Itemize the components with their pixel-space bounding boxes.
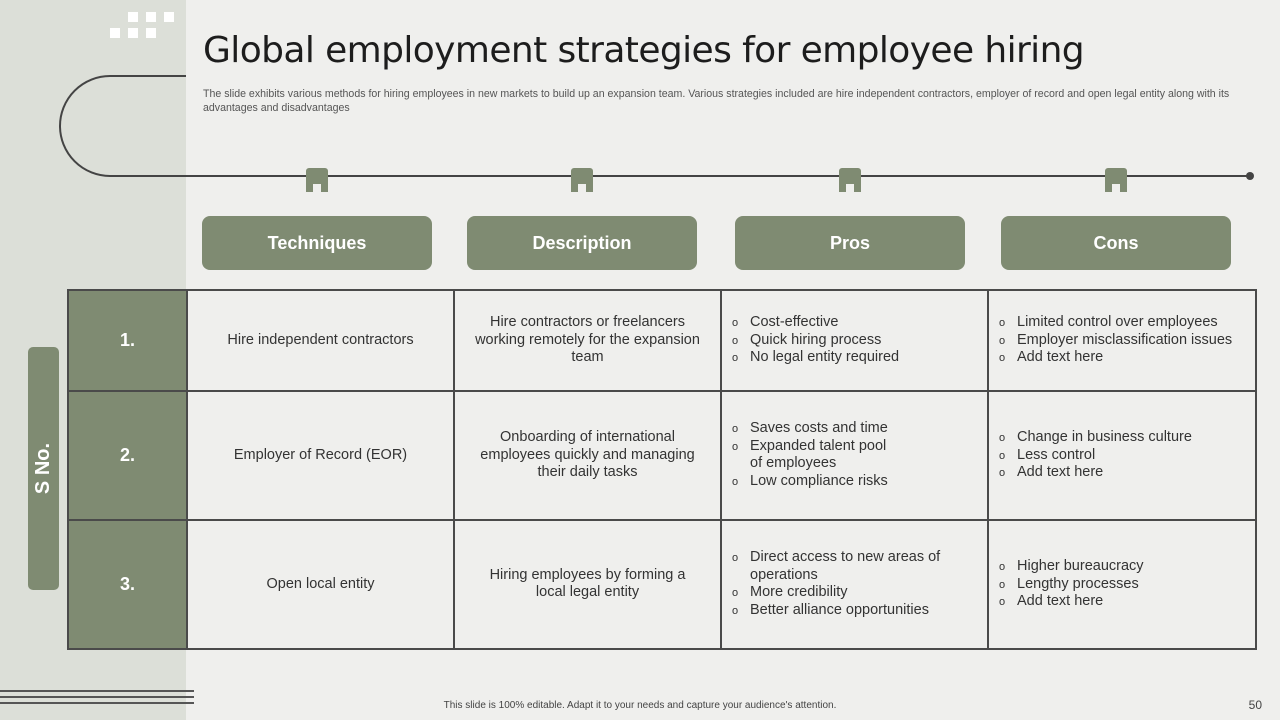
list-item: o Higher bureaucracy <box>999 558 1144 576</box>
list-item: o Add text here <box>999 593 1144 611</box>
table-row <box>68 391 1256 520</box>
cons-cell <box>988 391 1256 520</box>
row-number: 1. <box>68 290 187 391</box>
page-subtitle: The slide exhibits various methods for hiring employees in new markets to build up an expansion team. Various strategies included are hire independent contractors, employer of record and open legal entity along with its advantages and disadvantages <box>203 88 1230 114</box>
header-techniques: Techniques <box>202 216 432 270</box>
list-item: o Less control <box>999 447 1192 465</box>
list-item: o More credibility <box>732 584 962 602</box>
list-item: o Quick hiring process <box>732 332 899 350</box>
header-description: Description <box>467 216 697 270</box>
pros-list <box>732 549 962 619</box>
timeline-connector <box>571 168 593 192</box>
row-number: 2. <box>68 391 187 520</box>
technique-cell: Employer of Record (EOR) <box>187 391 454 520</box>
header-pros: Pros <box>735 216 965 270</box>
list-item: o Lengthy processes <box>999 576 1144 594</box>
page-title: Global employment strategies for employee hiring <box>203 30 1085 71</box>
list-item: o Add text here <box>999 349 1232 367</box>
cons-list <box>999 429 1192 482</box>
pros-list <box>732 314 899 367</box>
list-item: o Limited control over employees <box>999 314 1232 332</box>
list-item: o No legal entity required <box>732 349 899 367</box>
cons-cell <box>988 290 1256 391</box>
pros-cell <box>721 520 988 649</box>
cons-cell <box>988 520 1256 649</box>
table-row <box>68 520 1256 649</box>
description-cell: Hiring employees by forming a local legal entity <box>454 520 721 649</box>
cons-list <box>999 314 1232 367</box>
serial-number-text: S No. <box>32 442 54 495</box>
serial-number-label <box>28 347 59 590</box>
cons-list <box>999 558 1144 611</box>
pros-list <box>732 420 902 490</box>
list-item: o Low compliance risks <box>732 473 902 491</box>
description-cell: Onboarding of international employees quickly and managing their daily tasks <box>454 391 721 520</box>
timeline-end-dot <box>1246 172 1254 180</box>
timeline-connector <box>1105 168 1127 192</box>
list-item: o Expanded talent pool of employees <box>732 438 902 473</box>
technique-cell: Open local entity <box>187 520 454 649</box>
pros-cell <box>721 290 988 391</box>
pros-cell <box>721 391 988 520</box>
timeline-connector <box>306 168 328 192</box>
list-item: o Add text here <box>999 464 1192 482</box>
row-number: 3. <box>68 520 187 649</box>
header-cons: Cons <box>1001 216 1231 270</box>
footer-note: This slide is 100% editable. Adapt it to your needs and capture your audience's attention. <box>443 700 837 711</box>
list-item: o Employer misclassification issues <box>999 332 1232 350</box>
timeline-connector <box>839 168 861 192</box>
table-row <box>68 290 1256 391</box>
technique-cell: Hire independent contractors <box>187 290 454 391</box>
list-item: o Change in business culture <box>999 429 1192 447</box>
strategies-table <box>67 289 1257 650</box>
list-item: o Direct access to new areas of operations <box>732 549 962 584</box>
list-item: o Saves costs and time <box>732 420 902 438</box>
page-number: 50 <box>1248 698 1262 712</box>
list-item: o Cost-effective <box>732 314 899 332</box>
list-item: o Better alliance opportunities <box>732 602 962 620</box>
description-cell: Hire contractors or freelancers working remotely for the expansion team <box>454 290 721 391</box>
